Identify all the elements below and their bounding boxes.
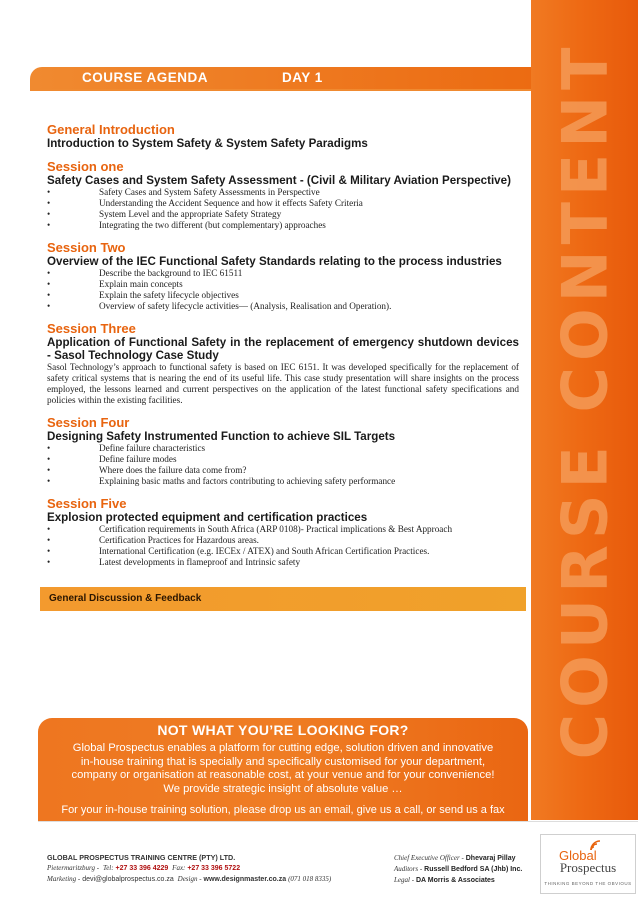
legal-line — [394, 875, 522, 886]
agenda-content — [47, 122, 519, 577]
bullet-text: Define failure modes — [99, 454, 177, 464]
bullet-mark: • — [47, 198, 51, 208]
bullet-text: Certification requirements in South Africa (ARP 0108)- Practical implications & Best Approach — [99, 524, 453, 534]
phone-line — [47, 863, 331, 874]
bullet-mark: • — [47, 524, 51, 534]
bullet-mark: • — [47, 443, 51, 453]
bullet-mark: • — [47, 209, 51, 219]
bullet-text: Explain the safety lifecycle objectives — [99, 290, 239, 300]
session-four — [47, 415, 519, 487]
session-paragraph: Sasol Technology’s approach to functional safety is based on IEC 6151. It was developed specifically for the replacement of safety critical systems that is nearing the end of its useful life. This case study presentation will share insights on the process employed, the lessons learned and current perspectives on the application of the latest functional safety specifications and policies within the existing facilities. — [47, 362, 519, 405]
global-prospectus-logo — [540, 834, 636, 894]
bullet-text: Latest developments in flameproof and Intrinsic safety — [99, 557, 301, 567]
logo-tagline: THINKING BEYOND THE OBVIOUS — [544, 881, 632, 886]
design-phone: (071 018 8335) — [288, 875, 332, 883]
session-subtitle: Explosion protected equipment and certification practices — [47, 511, 368, 524]
bullet-mark: • — [47, 279, 51, 289]
session-heading: Session Four — [47, 415, 130, 430]
promo-line: company or organisation at reasonable cost, at your venue and for your convenience! — [71, 769, 495, 781]
intro-heading: General Introduction — [47, 122, 175, 137]
bullet-text: Safety Cases and System Safety Assessments in Perspective — [99, 187, 320, 197]
marketing-email[interactable]: devi@globalprospectus.co.za — [82, 876, 174, 883]
promo-line: We provide strategic insight of absolute value … — [163, 782, 403, 795]
list-item — [47, 209, 519, 220]
list-item — [47, 443, 519, 454]
list-item — [47, 301, 519, 312]
session-subtitle: Safety Cases and System Safety Assessment - (Civil & Military Aviation Perspective) — [47, 174, 511, 187]
design-label: Design - — [177, 875, 202, 883]
promo-body — [48, 742, 518, 796]
ceo-name: Dhevaraj Pillay — [465, 855, 516, 862]
agenda-title: COURSE AGENDA — [82, 70, 209, 85]
bullet-mark: • — [47, 301, 51, 311]
logo-word-prospectus: Prospectus — [559, 860, 617, 875]
intro-subtitle: Introduction to System Safety & System Safety Paradigms — [47, 137, 368, 150]
bullet-text: System Level and the appropriate Safety Strategy — [99, 209, 282, 219]
session-subtitle: Overview of the IEC Functional Safety Standards relating to the process industries — [47, 255, 502, 268]
session-heading: Session Two — [47, 240, 126, 255]
session-subtitle: Application of Functional Safety in the replacement of emergency shutdown devices - Sasol Technology Case Study — [47, 336, 519, 362]
promo-title: NOT WHAT YOU’RE LOOKING FOR? — [157, 722, 409, 738]
auditors-name: Russell Bedford SA (Jhb) Inc. — [424, 866, 523, 873]
footer-divider — [38, 821, 638, 822]
tel-number: +27 33 396 4229 — [115, 865, 169, 872]
fax-number: +27 33 396 5722 — [187, 865, 241, 872]
list-item — [47, 557, 519, 568]
list-item — [47, 476, 519, 487]
session-subtitle: Designing Safety Instrumented Function to achieve SIL Targets — [47, 430, 396, 443]
bullet-text: Describe the background to IEC 61511 — [99, 268, 243, 278]
bullet-mark: • — [47, 454, 51, 464]
list-item — [47, 220, 519, 231]
session-bullets — [47, 268, 519, 312]
list-item — [47, 198, 519, 209]
session-bullets — [47, 524, 519, 568]
marketing-line — [47, 874, 331, 885]
list-item — [47, 279, 519, 290]
list-item — [47, 187, 519, 198]
session-two — [47, 240, 519, 312]
list-item — [47, 535, 519, 546]
list-item — [47, 546, 519, 557]
promo-box — [38, 718, 528, 821]
bullet-text: International Certification (e.g. IECEx / ATEX) and South African Certification Practices. — [99, 546, 430, 556]
session-five — [47, 496, 519, 568]
auditors-label: Auditors - — [394, 865, 423, 873]
promo-line: in-house training that is specially and specifically customised for your department, — [80, 755, 486, 768]
bullet-mark: • — [47, 557, 51, 567]
intro-section — [47, 122, 519, 150]
footer-contact — [47, 853, 331, 885]
bullet-mark: • — [47, 268, 51, 278]
list-item — [47, 524, 519, 535]
bullet-mark: • — [47, 220, 51, 230]
footer-officers — [394, 853, 522, 886]
side-title — [540, 41, 630, 759]
bullet-text: Where does the failure data come from? — [99, 465, 247, 475]
legal-name: DA Morris & Associates — [415, 877, 495, 884]
auditors-line — [394, 864, 522, 875]
discussion-bar: General Discussion & Feedback — [40, 587, 526, 611]
bullet-mark: • — [47, 535, 51, 545]
list-item — [47, 465, 519, 476]
ceo-line — [394, 853, 522, 864]
bullet-mark: • — [47, 546, 51, 556]
bullet-text: Overview of safety lifecycle activities— (Analysis, Realisation and Operation). — [99, 301, 392, 311]
session-heading: Session one — [47, 159, 124, 174]
session-heading: Session Three — [47, 321, 136, 336]
bullet-text: Certification Practices for Hazardous areas. — [99, 535, 259, 545]
bullet-mark: • — [47, 476, 51, 486]
list-item — [47, 454, 519, 465]
fax-label: Fax: — [172, 864, 186, 872]
promo-line: Global Prospectus enables a platform for cutting edge, solution driven and innovative — [72, 742, 494, 754]
agenda-divider — [30, 89, 531, 91]
session-one — [47, 159, 519, 231]
session-bullets — [47, 443, 519, 487]
agenda-day: DAY 1 — [282, 70, 323, 85]
session-three — [47, 321, 519, 406]
logo-word-global: Global — [559, 848, 597, 863]
list-item — [47, 268, 519, 279]
promo-footer: For your in-house training solution, please drop us an email, give us a call, or send us a fax — [61, 804, 505, 816]
agenda-tab — [30, 67, 531, 89]
session-heading: Session Five — [47, 496, 127, 511]
bullet-mark: • — [47, 187, 51, 197]
bullet-text: Explaining basic maths and factors contributing to achieving safety performance — [99, 476, 396, 486]
bullet-text: Understanding the Accident Sequence and how it effects Safety Criteria — [99, 198, 363, 208]
side-title-text: COURSE CONTENT — [548, 41, 622, 759]
tel-label: Tel: — [102, 864, 114, 872]
bullet-mark: • — [47, 465, 51, 475]
marketing-label: Marketing - — [47, 875, 81, 883]
legal-label: Legal - — [394, 876, 415, 884]
bullet-text: Define failure characteristics — [99, 443, 206, 453]
bullet-mark: • — [47, 290, 51, 300]
bullet-text: Integrating the two different (but complementary) approaches — [99, 220, 326, 230]
session-bullets — [47, 187, 519, 231]
city-label: Pietermaritzburg - — [47, 864, 100, 872]
company-name: GLOBAL PROSPECTUS TRAINING CENTRE (PTY) LTD. — [47, 853, 236, 862]
design-site[interactable]: www.designmaster.co.za — [203, 876, 287, 883]
list-item — [47, 290, 519, 301]
bullet-text: Explain main concepts — [99, 279, 183, 289]
ceo-label: Chief Executive Officer - — [394, 854, 464, 862]
